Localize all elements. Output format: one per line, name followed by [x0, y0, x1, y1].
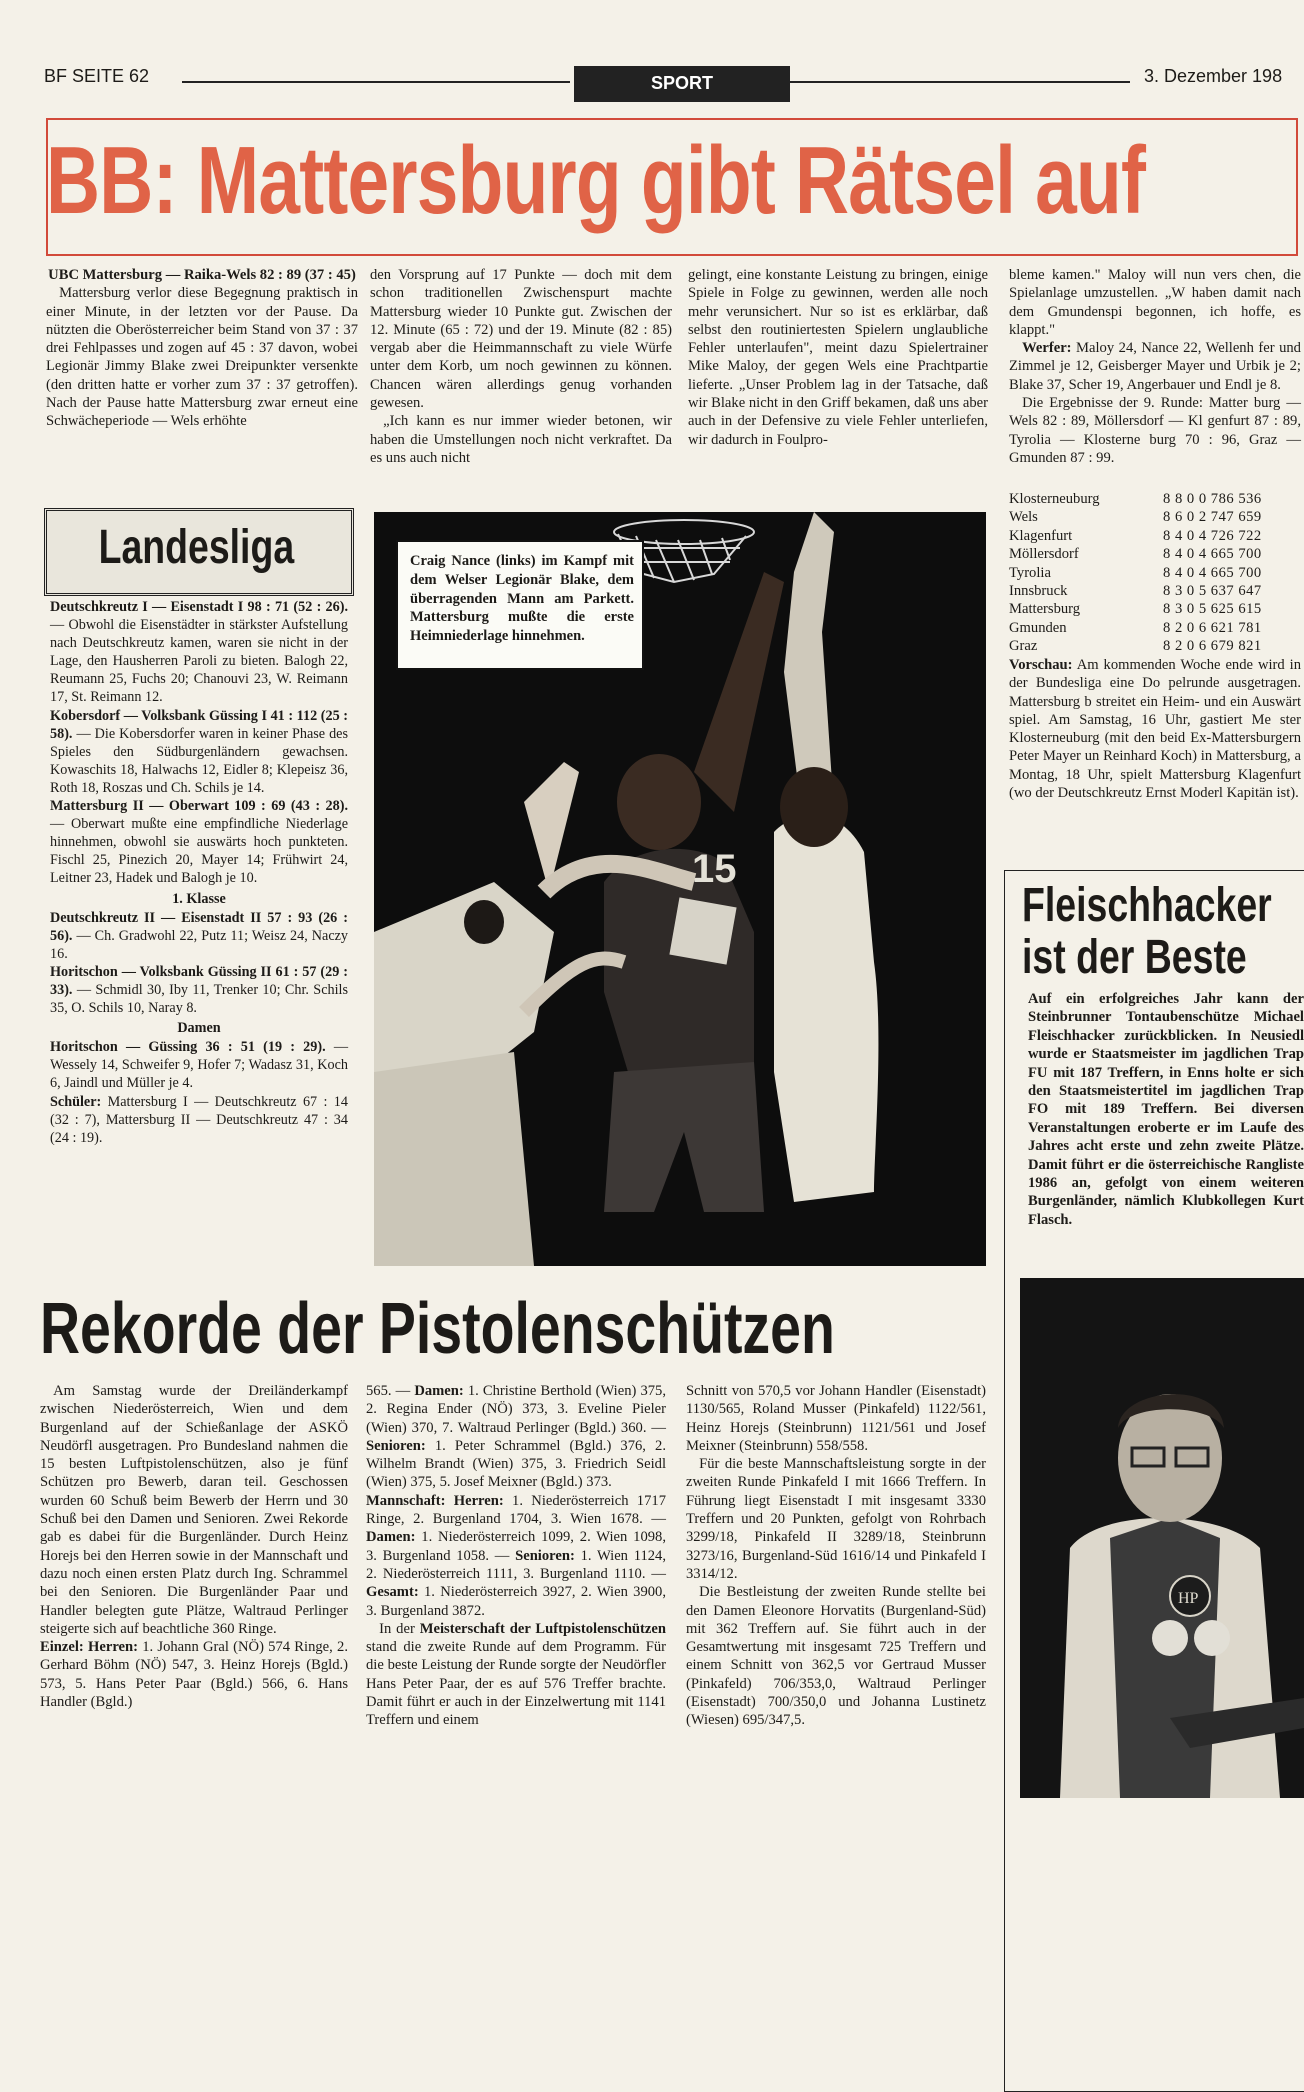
pistol-col1: Am Samstag wurde der Dreiländerkampf zwischen Niederösterreich, Wien und dem Burgenland auf der Schießanlage der ASKÖ Neudörfl ausgetragen. Pro Bundesland nahmen die 15 besten Luftpistolenschützen, also je fünf Schützen pro Bewerb, daran teil. Geschossen wurden 60 Schuß beim Bewerb der Herrn und 30 Schuß bei den Damen und Senioren. Zwei Rekorde gab es dabei für die Burgenländer. Durch Heinz Horejs bei den Herren sowie in der Mannschaft und dazu noch einen ersten Platz durch Ing. Schrammel bei den Senioren. Die Burgenländer Paar und Handler belegten gute Plätze, Waltraud Perlinger steigerte sich auf beachtliche 360 Ringe. Einzel: Herren: 1. Johann Gral (NÖ) 574 Ringe, 2. Gerhard Böhm (NÖ) 547, 3. Heinz Horejs (Bgld.) 573, 5. Hans Peter Paar (Bgld.) 566, 6. Hans Handler (Bgld.): [40, 1383, 348, 1711]
pistol-col2: 565. — Damen: 1. Christine Berthold (Wien) 375, 2. Regina Ender (NÖ) 373, 3. Eveline Pieler (Wien) 370, 7. Waltraud Perlinger (Bgld.) 360. — Senioren: 1. Peter Schrammel (Bgld.) 376, 2. Wilhelm Brandt (Wien) 375, 3. Friedrich Seidl (Wien) 375, 5. Josef Meixner (Bgld.) 373. Mannschaft: Herren: 1. Niederösterreich 1717 Ringe, 2. Burgenland 1704, 3. Wien 1678. — Damen: 1. Niederösterreich 1099, 2. Wien 1098, 3. Burgenland 1058. — Senioren: 1. Wien 1124, 2. Niederösterreich 1111, 3. Burgenland 1110. — Gesamt: 1. Niederösterreich 3927, 2. Wien 3900, 3. Burgenland 3872. In der Meisterschaft der Luftpistolenschützen stand die zweite Runde auf dem Programm. Für die beste Leistung der Runde sorgte der Neudörfler Hans Peter Paar, der es auf 576 Treffer brachte. Damit führt er auch in der Einzelwertung mit 1141 Treffern und einem: [366, 1383, 666, 1729]
pistol-text: Am Samstag wurde der Dreiländerkampf zwischen Niederösterreich, Wien und dem Burgenland auf der Schießanlage der ASKÖ Neudörfl ausgetragen. Pro Bundesland nahmen die 15 besten Luftpistolenschützen, also je fünf Schützen pro Bewerb, daran teil. Geschossen wurden 60 Schuß beim Bewerb der Herrn und 30 Schuß bei den Damen und Senioren. Zwei Rekorde gab es dabei für die Burgenländer. Durch Heinz Horejs bei den Herren sowie in der Mannschaft und dazu noch einen ersten Platz durch Ing. Schrammel bei den Senioren. Die Burgenländer Paar und Handler belegten gute Plätze, Waltraud Perlinger steigerte sich auf beachtliche 360 Ringe.: [40, 1383, 348, 1637]
bb-text: Mattersburg verlor diese Begegnung praktisch in einer Minute, in der letzten vor der Pause. Da nützten die Oberösterreicher beim Stand von 37 : 37 drei Fehlpasses und zogen auf 45 : 37 davon, wobei Legionär Jimmy Blake zwei Dreipunkter versenkte (den dritten hatte er vorher zum 37 : 37 getroffen). Nach der Pause hatte Mattersburg zwar erneut eine Schwächeperiode — Wels erhöhte: [46, 285, 358, 430]
fleischhacker-title: Fleischhacker ist der Beste: [1022, 879, 1272, 984]
table-row: Innsbruck 8 3 0 5 637 647: [1009, 583, 1262, 600]
table-row: Klosterneuburg 8 8 0 0 786 536: [1009, 491, 1262, 507]
bb-game-heading: UBC Mattersburg — Raika-Wels 82 : 89 (37 : 45): [48, 267, 356, 283]
bb-text: den Vorsprung auf 17 Punkte — doch mit dem schon traditionellen Zwischenspurt machte Mattersburg wieder 10 Punkte gut. Zwischen der 12. Minute (65 : 72) und der 19. Minute (82 : 85) vergab aber die Heimmannschaft zu viele Würfe unter dem Korb, um noch gewinnen zu können. Chancen wären allerdings genug vorhanden gewesen.: [370, 267, 672, 412]
photo-caption: Craig Nance (links) im Kampf mit dem Welser Legionär Blake, dem überragenden Mann am Parkett. Mattersburg mußte die erste Heimniederlage hinnehmen.: [410, 553, 634, 645]
subhead-damen: Damen: [177, 1020, 221, 1037]
landesliga-title: Landesliga: [98, 521, 294, 574]
issue-date: 3. Dezember 198: [1144, 66, 1283, 86]
bb-quote: bleme kamen." Maloy will nun vers chen, die Spielanlage umzustellen. „W haben damit nach dem Gmundenspi begonnen, ich hoffe, es klappt.": [1009, 267, 1301, 338]
bb-quote: „Ich kann es nur immer wieder betonen, wir haben die Umstellungen noch nicht verkraftet. Da es uns auch nicht: [370, 413, 672, 466]
bb-article-col3: [688, 266, 988, 449]
werfer-label: Werfer:: [1022, 340, 1072, 357]
table-row: Mattersburg 8 3 0 5 625 615: [1009, 601, 1262, 618]
subhead-klasse: 1. Klasse: [172, 890, 226, 907]
table-row: Gmunden 8 2 0 6 621 781: [1009, 619, 1262, 636]
table-row: Graz 8 2 0 6 679 821: [1009, 638, 1262, 655]
main-headline: BB: Mattersburg gibt Rätsel auf: [46, 127, 1146, 234]
table-row: Tyrolia 8 4 0 4 665 700: [1009, 564, 1262, 581]
table-row: Klagenfurt 8 4 0 4 726 722: [1009, 527, 1262, 544]
shooter-photo: [1020, 1278, 1304, 1798]
hp-badge: HP: [1178, 1590, 1199, 1607]
pistol-headline: Rekorde der Pistolenschützen: [40, 1289, 835, 1369]
bb-article-col2: [370, 266, 672, 467]
preview-block: [1009, 656, 1301, 802]
page-number: BF SEITE 62: [44, 66, 150, 86]
header-rule-left: [182, 81, 570, 83]
table-row: Wels 8 6 0 2 747 659: [1009, 509, 1262, 526]
bb-text: gelingt, eine konstante Leistung zu bringen, einige Spiele in Folge zu gewinnen, werden alle noch mehr verunsichert. Nur so ist es erklärbar, daß selbst den routiniertesten Spielern unglaubliche Fehler unterlaufen", meint dazu Spielertrainer Mike Maloy, der gegen Wels eine Prachtpartie lieferte. „Unser Problem lag in der Tatsache, daß wir Blake nicht in den Griff bekamen, daß uns aber auch in der Defensive zu viele Fehler unterliefen, wir dadurch in Foulpro-: [688, 267, 988, 448]
preview-text: Am kommenden Woche ende wird in der Bundesliga eine Do pelrunde ausgetragen. Mattersburg b streitet ein Heim- und ein Auswärt spiel. Am Samstag, 16 Uhr, gastiert Me ster Klosterneuburg (mit den beid Ex-Mattersburgern Peter Mayer un Reinhard Koch) in Mattersburg, a Montag, 18 Uhr, spielt Mattersburg Klagenfurt (wo der Deutschkreutz Ernst Moderl Kapitän ist).: [1009, 657, 1302, 802]
werfer-list: Maloy 24, Nance 22, Wellenh fer und Zimmel je 12, Geisberger Mayer und Urbik je 2; Blake 37, Scher 19, Angerbauer und Endl je 8.: [1009, 340, 1301, 393]
table-row: Möllersdorf 8 4 0 4 665 700: [1009, 546, 1262, 563]
bb-article-col4: [1009, 266, 1301, 467]
section-label: SPORT: [574, 66, 790, 102]
fleischhacker-text: Auf ein erfolgreiches Jahr kann der Steinbrunner Tontaubenschütze Michael Fleischhacker zurückblicken. In Neusiedl wurde er Staatsmeister im jagdlichen Trap FU mit 187 Treffern, in Enns holte er sich den Staatsmeistertitel im jagdlichen Trap FO mit 189 Treffern. Bei diversen Veranstaltungen eroberte er im Laufe des Jahres acht erste und zehn zweite Plätze. Damit führt er die österreichische Rangliste 1986 an, gefolgt von einem weiteren Burgenländer, nämlich Klubkollegen Kurt Flasch.: [1028, 991, 1304, 1228]
pistol-col3: Schnitt von 570,5 vor Johann Handler (Eisenstadt) 1130/565, Roland Musser (Pinkafeld) 1122/561, Heinz Horejs (Steinbrunn) 1121/561 und Josef Meixner (Steinbrunn) 558/558. Für die beste Mannschaftsleistung sorgte in der zweiten Runde Pinkafeld I mit 1666 Treffern. In Führung liegt Eisenstadt I mit insgesamt 3330 Treffern und 20 Punkten, gefolgt von Rohrbach 3299/18, Pinkafeld II 3289/18, Steinbrunn 3273/16, Burgenland-Süd 1616/14 und Pinkafeld I 3314/12. Die Bestleistung der zweiten Runde stellte bei den Damen Eleonore Horvatits (Burgenland-Süd) mit 362 Treffern auf. Sie führt auch in der Gesamtwertung mit insgesamt 725 Treffern und einem Schnitt von 362,5 vor Gertraud Musser (Pinkafeld) 706/353,0, Waltraud Perlinger (Eisenstadt) 700/350,0 und Johanna Lustinetz (Wiesen) 695/347,5.: [686, 1383, 986, 1729]
preview-label: Vorschau:: [1009, 657, 1073, 673]
header-rule-right: [790, 81, 1130, 83]
svg-text:15: 15: [692, 847, 737, 891]
shooter-portrait-image: [1020, 1278, 1304, 1798]
bb-article-col1: [46, 266, 358, 431]
standings-table: [1009, 490, 1262, 656]
landesliga-results: Deutschkreutz I — Eisenstadt I 98 : 71 (52 : 26). — Obwohl die Eisenstädter in stärkster Aufstellung nach Deutschkreutz kamen, waren sie nicht in der Lage, den Hausherren Paroli zu bieten. Balogh 22, Reumann 25, Fuchs 20; Chanouvi 23, W. Reimann 17, St. Reimann 12. Kobersdorf — Volksbank Güssing I 41 : 112 (25 : 58). — Die Kobersdorfer waren in keiner Phase des Spieles den Südburgenländern gewachsen. Kowaschits 18, Halwachs 12, Eidler 8; Klepeisz 36, Roth 18, Roszas und Ch. Schils je 14. Mattersburg II — Oberwart 109 : 69 (43 : 28). — Oberwart mußte eine empfindliche Niederlage hinnehmen, obwohl sie auswärts hoch punkteten. Fischl 25, Pinezich 20, Mayer 14; Frühwirt 24, Leitner 23, Hadek und Balogh je 10. 1. Klasse Deutschkreutz II — Eisenstadt II 57 : 93 (26 : 56). — Ch. Gradwohl 22, Putz 11; Weisz 24, Naczy 16. Horitschon — Volksbank Güssing II 61 : 57 (29 : 33). — Schmidl 30, Iby 11, Trenker 10; Chr. Schils 35, O. Schils 10, Naray 8. Damen Horitschon — Güssing 36 : 51 (19 : 29). — Wessely 14, Schweifer 9, Hofer 7; Wadasz 31, Koch 6, Jaindl und Müller je 4. Schüler: Mattersburg I — Deutschkreutz 67 : 14 (32 : 7), Mattersburg II — Deutschkreutz 47 : 34 (24 : 19).: [50, 599, 349, 1146]
round-results: Die Ergebnisse der 9. Runde: Matter burg — Wels 82 : 89, Möllersdorf — Kl genfurt 87 : 89, Tyrolia — Klosterne burg 70 : 96, Graz — Gmunden 87 : 99.: [1009, 395, 1301, 466]
